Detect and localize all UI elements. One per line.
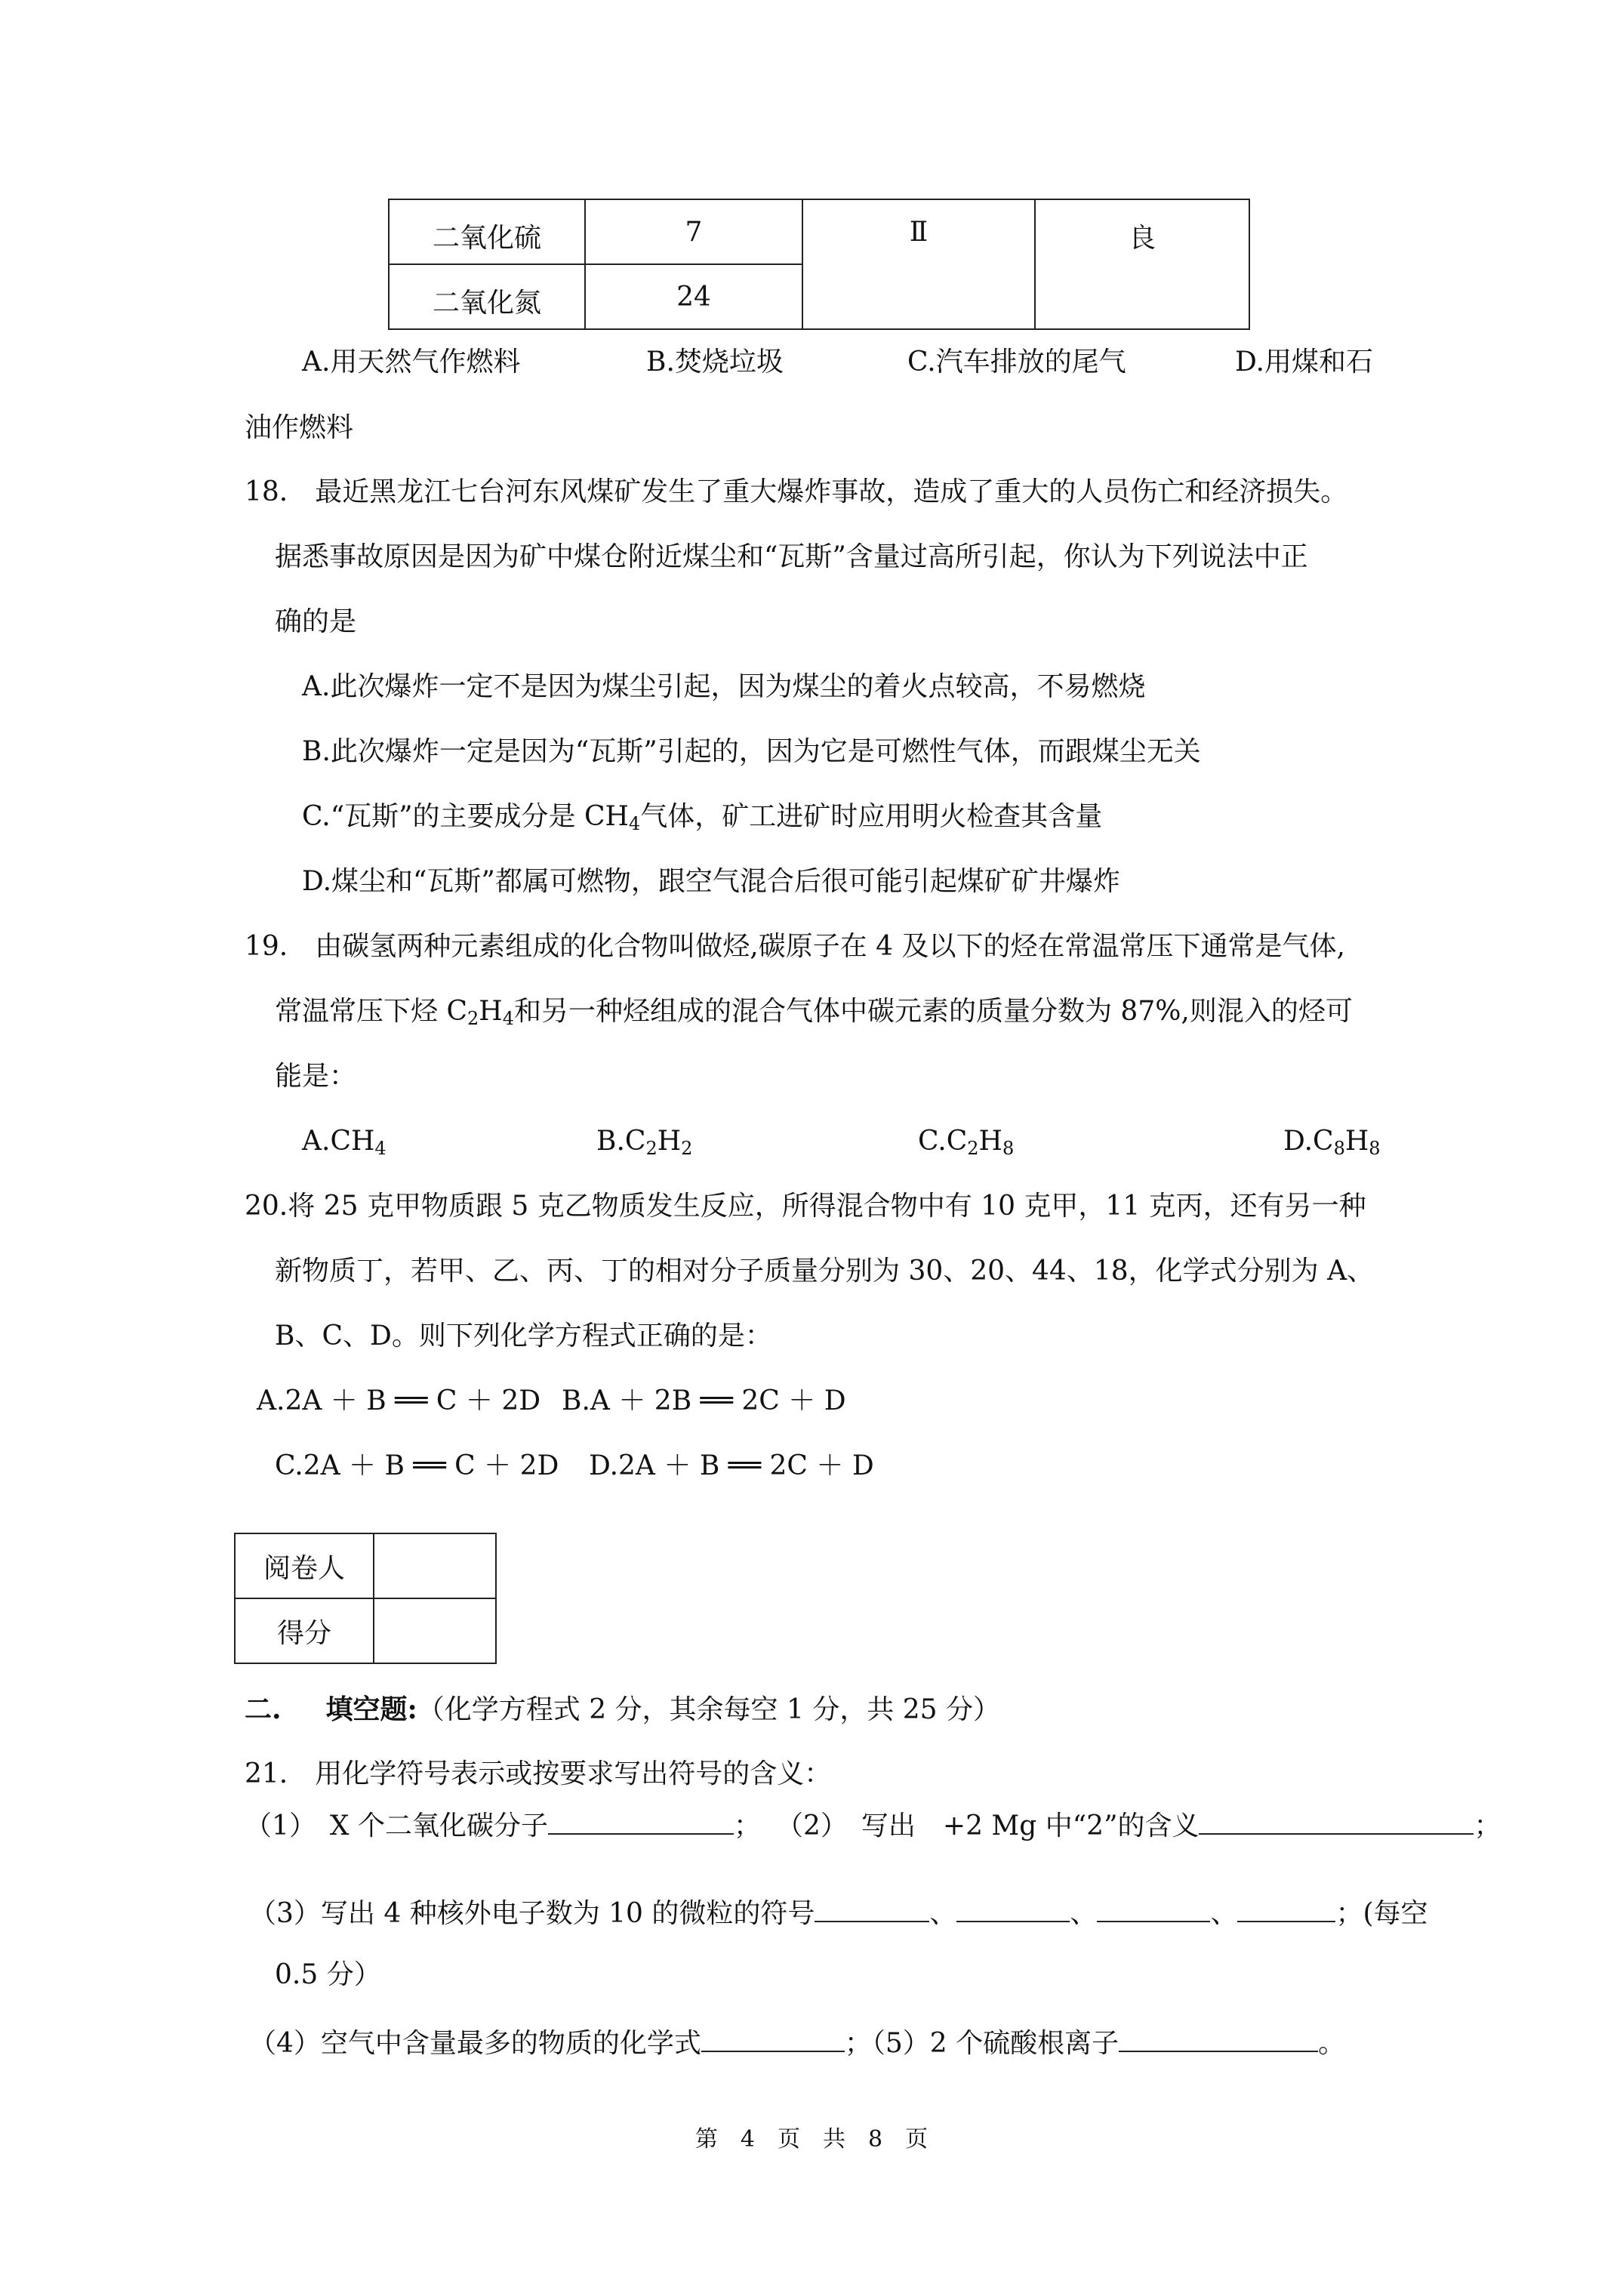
q21-part4-5: （4）空气中含量最多的物质的化学式 ；（5）2 个硫酸根离子 。 (249, 2023, 1345, 2060)
answer-blank[interactable] (1199, 1806, 1474, 1835)
q18-option-a: A.此次爆炸一定不是因为煤尘引起，因为煤尘的着火点较高，不易燃烧 (302, 671, 1146, 702)
q20-option-c: C.2A ＋ B ══ C ＋ 2D (275, 1450, 559, 1481)
q20-option-b: B.A ＋ 2B ══ 2C ＋ D (562, 1385, 846, 1416)
q18-stem-line1: 18. 最近黑龙江七台河东风煤矿发生了重大爆炸事故，造成了重大的人员伤亡和经济损失。 (245, 476, 1348, 507)
pollutant-value: 7 (585, 199, 802, 264)
grader-table (234, 1533, 497, 1664)
pollutant-name: 二氧化硫 (389, 199, 585, 264)
answer-blank[interactable] (1097, 1894, 1210, 1922)
q20-option-d: D.2A ＋ B ══ 2C ＋ D (589, 1450, 874, 1481)
q19-stem-line1: 19. 由碳氢两种元素组成的化合物叫做烃,碳原子在 4 及以下的烃在常温常压下通常是气体, (245, 931, 1345, 962)
answer-blank[interactable] (1237, 1894, 1335, 1922)
q18-option-d: D.煤尘和“瓦斯”都属可燃物，跟空气混合后很可能引起煤矿矿井爆炸 (302, 866, 1120, 897)
q19-stem-line3: 能是： (275, 1061, 357, 1092)
answer-blank[interactable] (956, 1894, 1070, 1922)
q19-option-b: $B.C_2H_2$ (596, 1126, 693, 1159)
q21-part2: （2） 写出 +2 Mg 中“2”的含义 ； (776, 1806, 1501, 1843)
page-number: 第 4 页 共 8 页 (694, 2126, 929, 2153)
q21-part3-note: 0.5 分） (275, 1959, 381, 1990)
q21-stem: 21. 用化学符号表示或按要求写出符号的含义： (245, 1758, 832, 1789)
q20-option-a: A.2A ＋ B ══ C ＋ 2D (257, 1385, 541, 1416)
score-blank (374, 1598, 496, 1663)
q18-stem-line2: 据悉事故原因是因为矿中煤仓附近煤尘和“瓦斯”含量过高所引起，你认为下列说法中正 (275, 541, 1308, 572)
q19-option-a: $A.CH_4$ (302, 1126, 387, 1159)
q21-part3: （3）写出 4 种核外电子数为 10 的微粒的符号 、 、 、 ；(每空 (249, 1894, 1428, 1931)
q20-stem-line1: 20.将 25 克甲物质跟 5 克乙物质发生反应，所得混合物中有 10 克甲，11 克丙，还有另一种 (245, 1191, 1366, 1222)
q20-stem-line2: 新物质丁，若甲、乙、丙、丁的相对分子质量分别为 30、20、44、18，化学式分别为 A、 (275, 1256, 1375, 1287)
grader-blank (374, 1533, 496, 1598)
air-quality-grade: 良 (1035, 199, 1249, 329)
pollutant-value: 24 (585, 264, 802, 329)
answer-blank[interactable] (815, 1894, 929, 1922)
q19-option-d: $D.C_8H_8$ (1283, 1126, 1381, 1159)
q17-option-c: C.汽车排放的尾气 (907, 347, 1126, 378)
section-heading: 二. 填空题:（化学方程式 2 分，其余每空 1 分，共 25 分） (245, 1693, 1001, 1725)
grader-label: 阅卷人 (235, 1533, 374, 1598)
q19-stem-line2: 常温常压下烃 $C_2H_4$和另一种烃组成的混合气体中碳元素的质量分数为 87%,则混入的烃可 (275, 996, 1353, 1029)
q18-option-c: C.“瓦斯”的主要成分是 $CH_4$气体，矿工进矿时应用明火检查其含量 (302, 801, 1103, 834)
q18-option-b: B.此次爆炸一定是因为“瓦斯”引起的，因为它是可燃性气体，而跟煤尘无关 (302, 736, 1201, 767)
pollution-level: Ⅱ (802, 199, 1035, 329)
q20-stem-line3: B、C、D。则下列化学方程式正确的是： (275, 1321, 772, 1351)
answer-blank[interactable] (548, 1806, 734, 1835)
q19-option-c: $C.C_2H_8$ (918, 1126, 1015, 1159)
answer-blank[interactable] (701, 2023, 845, 2052)
score-label: 得分 (235, 1598, 374, 1663)
q18-stem-line3: 确的是 (275, 606, 357, 637)
q17-option-a: A.用天然气作燃料 (302, 347, 521, 378)
pollutant-table (388, 199, 1250, 330)
q17-option-d-cont: 油作燃料 (245, 412, 354, 443)
q21-part1: （1） X 个二氧化碳分子 ； (245, 1806, 761, 1843)
pollutant-name: 二氧化氮 (389, 264, 585, 329)
answer-blank[interactable] (1119, 2023, 1318, 2052)
q17-option-b: B.焚烧垃圾 (646, 347, 784, 378)
q17-option-d: D.用煤和石 (1235, 347, 1374, 378)
